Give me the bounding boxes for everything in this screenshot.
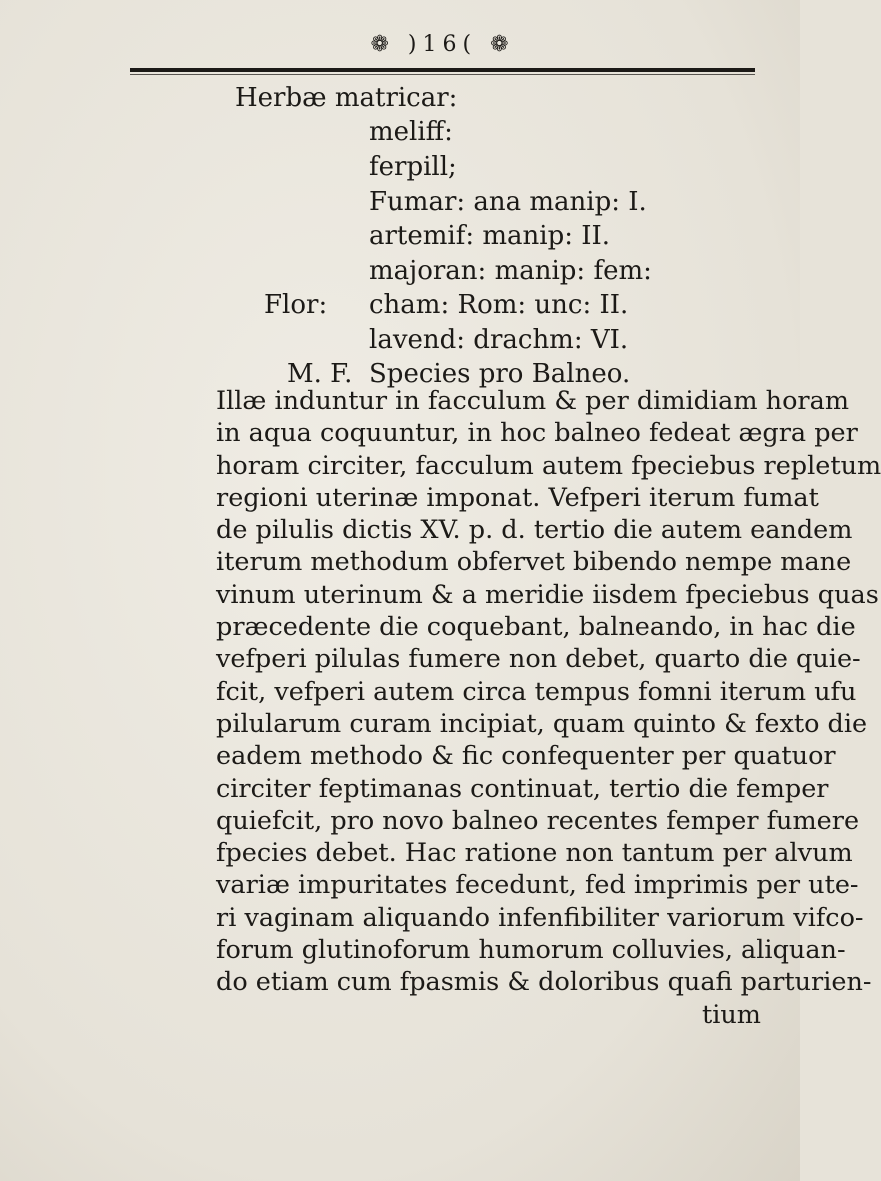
header-line [130,32,755,57]
catchword: tium [701,999,761,1030]
text-line: circiter feptimanas continuat, tertio die femper [216,773,829,804]
text-line: pilularum curam incipiat, quam quinto & fexto die [216,708,868,739]
text-line: in aqua coquuntur, in hoc balneo fedeat ægra per [216,418,858,449]
header-rule-thin [130,74,755,75]
recipe-line-text: lavend: drachm: VI. [369,325,629,355]
recipe-line [369,218,610,254]
text-line: de pilulis dictis XV. p. d. tertio die autem eandem [216,515,853,546]
recipe-line-text: ferpill; [369,152,457,182]
recipe-line [369,149,457,185]
recipe-line [369,287,628,323]
text-line: do etiam cum fpasmis & doloribus quafi parturien- [216,967,872,998]
ornament-right-icon: ❁ [490,32,515,57]
header-rule-thick [130,68,755,72]
main-paragraph [216,385,881,1031]
text-line: horam circiter, facculum autem fpeciebus repletum [216,450,881,481]
text-line: forum glutinoforum humorum colluvies, aliquan- [216,935,846,966]
recipe-line-text: Herbæ matricar: [235,83,458,113]
recipe-line [264,287,327,323]
recipe-line-label: Flor: [264,290,328,320]
text-line: iterum methodum obfervet bibendo nempe mane [216,547,852,578]
text-line: regioni uterinæ imponat. Vefperi iterum fumat [216,482,819,513]
text-line: præcedente die coquebant, balneando, in hac die [216,612,856,643]
text-line: fpecies debet. Hac ratione non tantum per alvum [216,838,853,869]
recipe-line [369,253,652,289]
recipe-line [369,184,647,220]
text-line: quiefcit, pro novo balneo recentes femper fumere [216,805,860,836]
recipe-line-text: majoran: manip: fem: [369,256,652,286]
recipe-line-text: Fumar: ana manip: I. [369,187,647,217]
text-line: Illæ induntur in facculum & per dimidiam horam [216,386,849,416]
recipe-line-text: meliff: [369,117,453,147]
recipe-line [369,114,453,150]
recipe-line-text: artemif: manip: II. [369,221,611,251]
text-line: variæ impuritates fecedunt, fed imprimis per ute- [216,870,859,901]
page-number: )16( [407,32,478,57]
recipe-line-label: M. F. [287,359,353,389]
text-line: eadem methodo & fic confequenter per quatuor [216,741,836,772]
text-line: vefperi pilulas fumere non debet, quarto die quie- [216,644,861,675]
recipe-line [369,322,628,358]
page-header [130,32,755,72]
text-line: vinum uterinum & a meridie iisdem fpeciebus quas [216,579,879,610]
ornament-left-icon: ❁ [370,32,395,57]
recipe-line [235,80,457,116]
text-line: ri vaginam aliquando infenfibiliter variorum vifco- [216,902,864,933]
recipe-line-text: Species pro Balneo. [369,359,631,389]
text-line: fcit, vefperi autem circa tempus fomni iterum ufu [216,676,857,707]
recipe-line-text: cham: Rom: unc: II. [369,290,629,320]
